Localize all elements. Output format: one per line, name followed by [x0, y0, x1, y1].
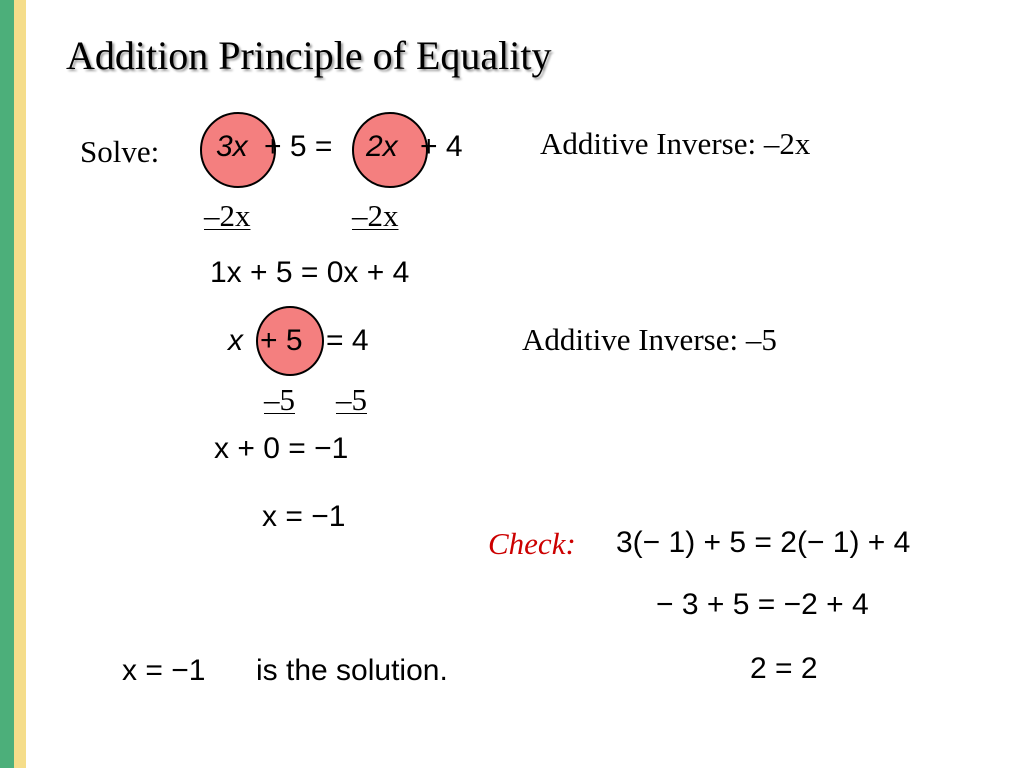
additive-inverse-1: Additive Inverse: –2x [540, 126, 811, 161]
equation-term-3x: 3x [216, 130, 248, 163]
check-line-1: 3(− 1) + 5 = 2(− 1) + 4 [616, 526, 911, 559]
subtract-right-5: –5 [336, 382, 367, 417]
equation-step-4: x + 0 = −1 [214, 432, 349, 465]
check-line-3: 2 = 2 [750, 652, 818, 685]
solution-text: is the solution. [256, 654, 448, 687]
check-label: Check: [488, 526, 576, 561]
left-green-stripe [0, 0, 14, 768]
subtract-right-2x: –2x [352, 198, 399, 233]
equation-step-2: 1x + 5 = 0x + 4 [210, 256, 410, 289]
solve-label: Solve: [80, 134, 160, 169]
slide-title: Addition Principle of Equality [66, 33, 552, 78]
equation-step-3-rest: = 4 [326, 324, 369, 357]
equation-term-2x: 2x [366, 130, 398, 163]
equation-step-5: x = −1 [262, 500, 346, 533]
equation-step-3-x: x [228, 324, 243, 357]
equation-middle: + 5 = [264, 130, 333, 163]
subtract-left-5: –5 [264, 382, 295, 417]
solution-math: x = −1 [122, 654, 206, 687]
subtract-left-2x: –2x [204, 198, 251, 233]
left-yellow-stripe [14, 0, 26, 768]
additive-inverse-2: Additive Inverse: –5 [522, 322, 777, 357]
equation-step-3-circled: + 5 [260, 324, 303, 357]
check-line-2: − 3 + 5 = −2 + 4 [656, 588, 869, 621]
equation-end: + 4 [420, 130, 463, 163]
